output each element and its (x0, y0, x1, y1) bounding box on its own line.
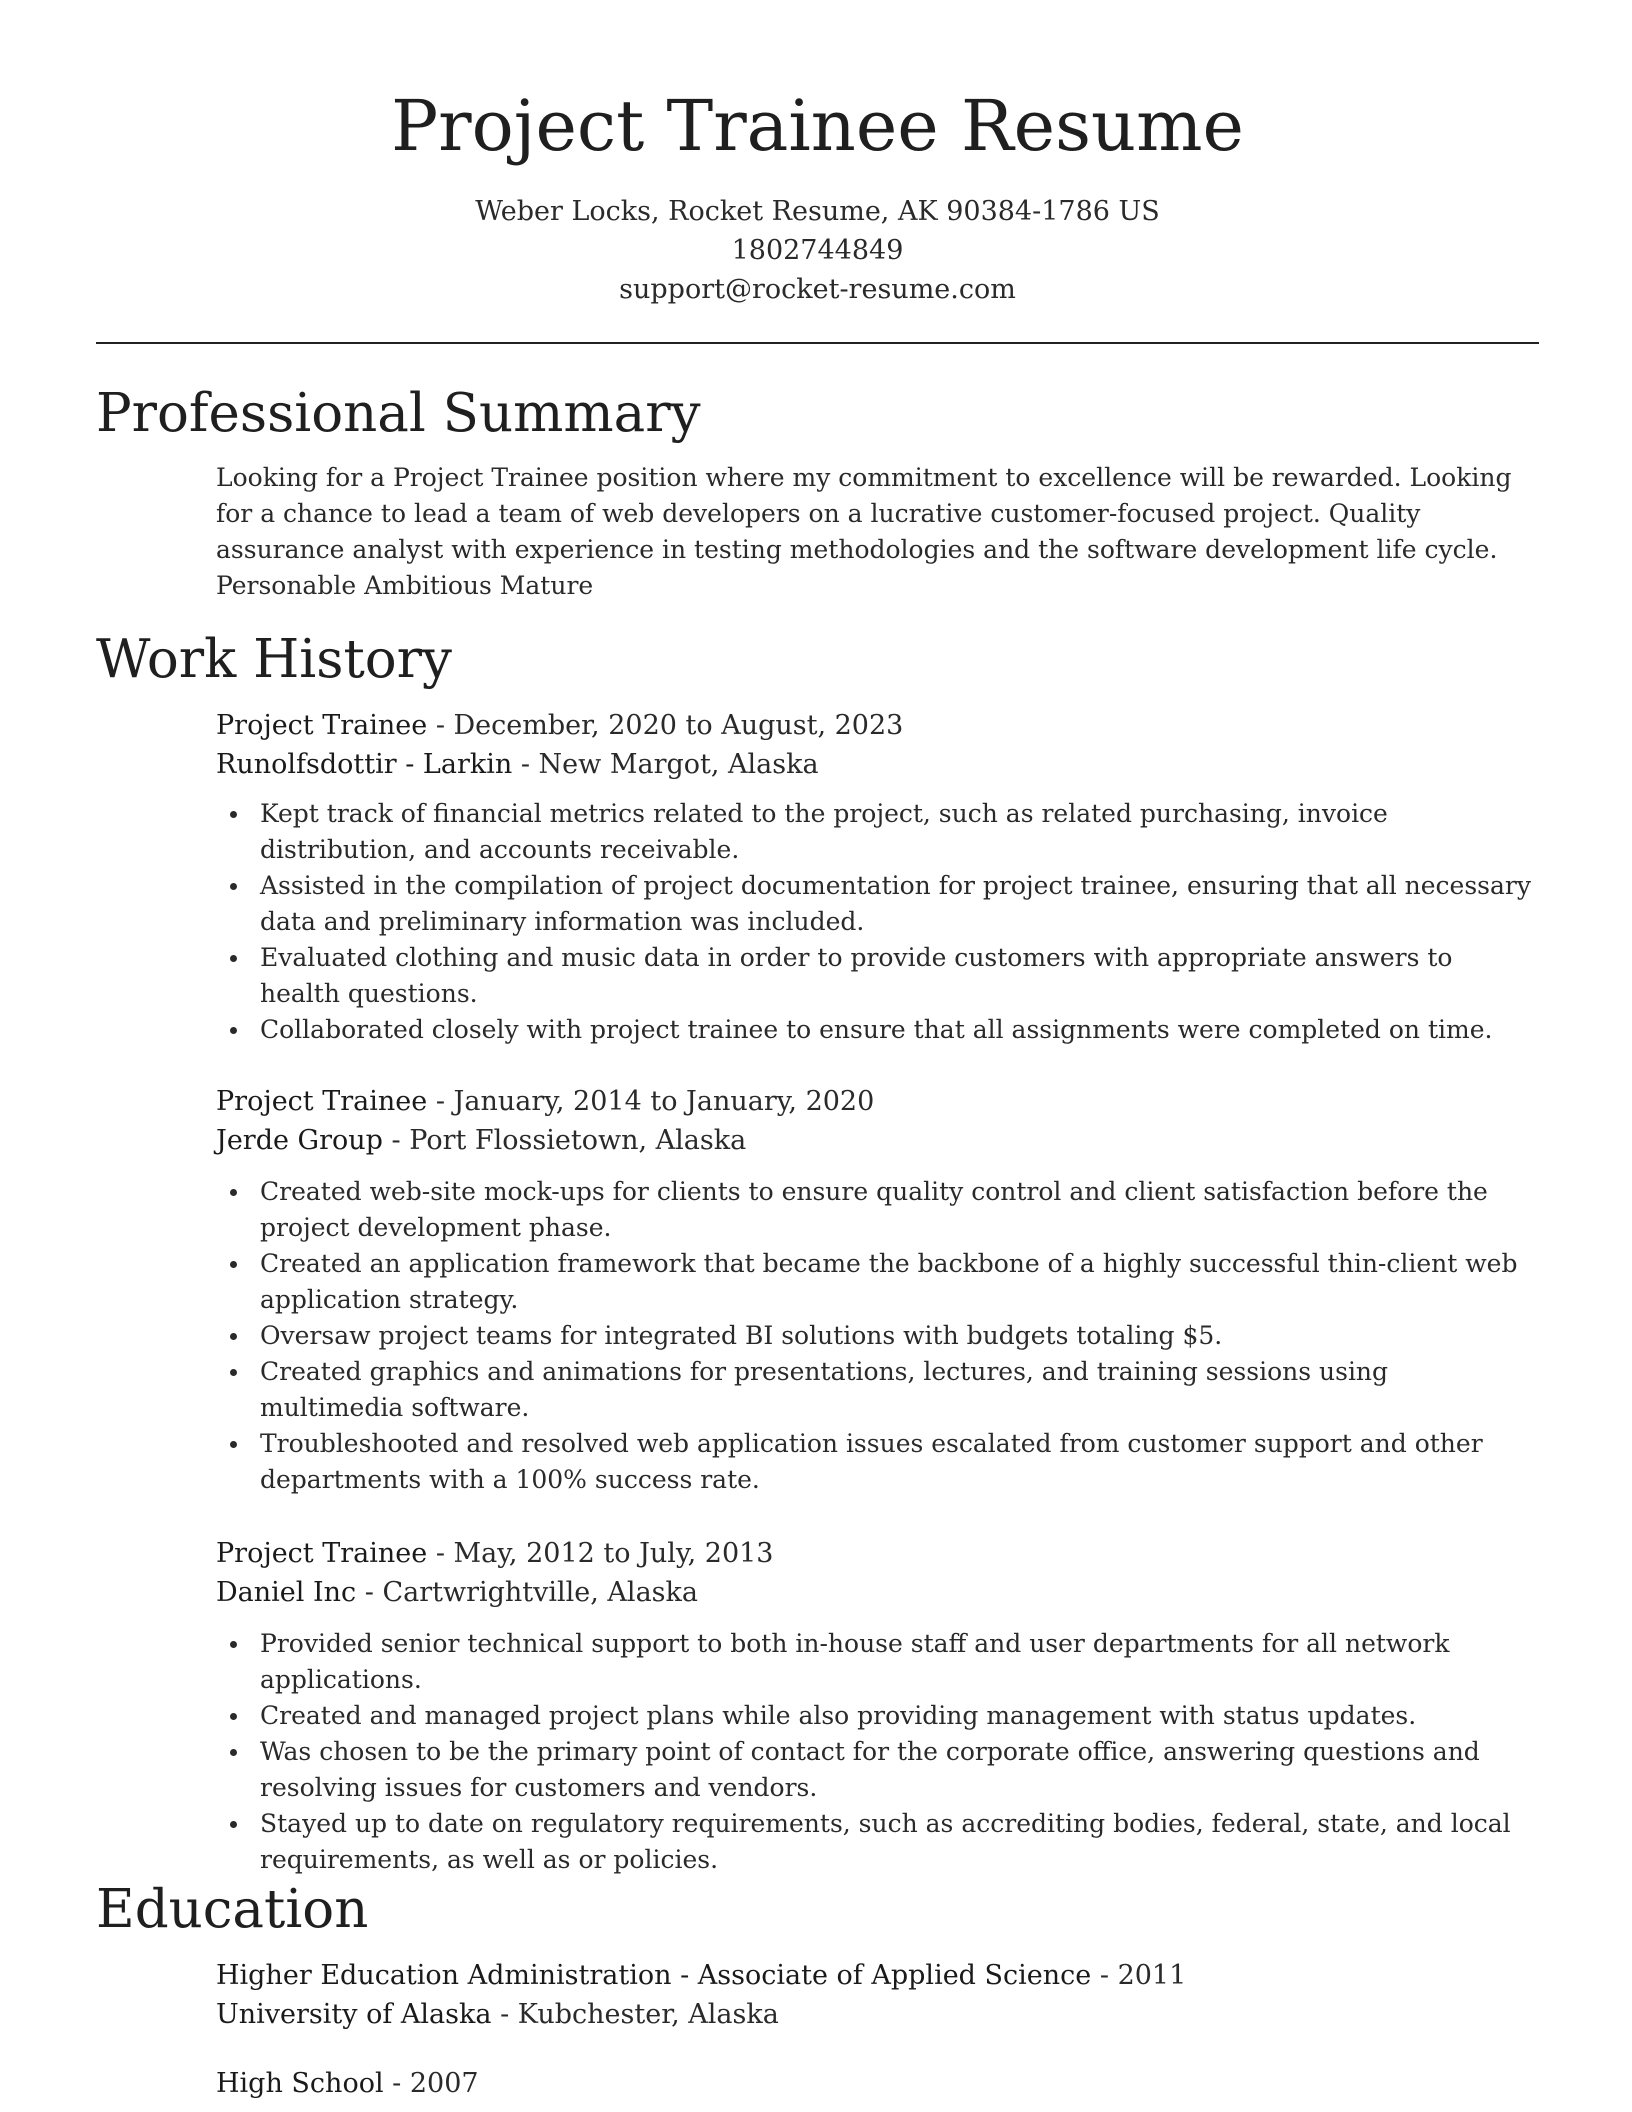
bullet-item: Created an application framework that became the backbone of a highly successful thin-client web application strategy. (260, 1246, 1539, 1318)
education-school-line (216, 1995, 1539, 2034)
contact-block (96, 192, 1539, 309)
education-degree: High School (216, 2068, 384, 2099)
job-title-line (216, 1082, 1539, 1121)
bullet-dot-icon (230, 811, 237, 818)
bullet-dot-icon (230, 1749, 237, 1756)
bullet-dot-icon (230, 1369, 237, 1376)
job-company-line (216, 745, 1539, 784)
work-history-heading: Work History (96, 629, 452, 690)
job-location: - Port Flossietown, Alaska (382, 1125, 747, 1156)
job-bullets (216, 796, 1539, 1048)
bullet-item: Created web-site mock-ups for clients to ensure quality control and client satisfaction before the project development phase. (260, 1174, 1539, 1246)
job-entry (216, 1082, 1539, 1498)
education-year: - 2007 (383, 2068, 479, 2099)
job-dates: - May, 2012 to July, 2013 (427, 1538, 774, 1569)
bullet-dot-icon (230, 1713, 237, 1720)
job-location: - New Margot, Alaska (512, 749, 819, 780)
job-company-line (216, 1573, 1539, 1612)
job-company: Runolfsdottir - Larkin (216, 749, 513, 780)
bullet-item: Provided senior technical support to both in-house staff and user departments for all network applications. (260, 1626, 1539, 1698)
education-entry (216, 1956, 1539, 2034)
education-year: - 2011 (1091, 1960, 1187, 1991)
education-location: - Kubchester, Alaska (491, 1999, 779, 2030)
bullet-dot-icon (230, 883, 237, 890)
job-dates: - January, 2014 to January, 2020 (427, 1086, 875, 1117)
bullet-item: Kept track of financial metrics related to the project, such as related purchasing, invoice distribution, and accounts receivable. (260, 796, 1539, 868)
bullet-item: Oversaw project teams for integrated BI solutions with budgets totaling $5. (260, 1318, 1539, 1354)
summary-heading: Professional Summary (96, 383, 701, 444)
bullet-item: Collaborated closely with project trainee to ensure that all assignments were completed on time. (260, 1012, 1539, 1048)
header-divider (96, 342, 1539, 344)
job-title-line (216, 706, 1539, 745)
bullet-dot-icon (230, 1441, 237, 1448)
bullet-dot-icon (230, 1333, 237, 1340)
education-degree-line (216, 2064, 1539, 2103)
resume-title: Project Trainee Resume (391, 85, 1244, 167)
bullet-dot-icon (230, 1641, 237, 1648)
bullet-dot-icon (230, 1189, 237, 1196)
bullet-dot-icon (230, 1027, 237, 1034)
summary-section (216, 460, 1539, 604)
job-bullets (216, 1626, 1539, 1878)
education-school: University of Alaska (216, 1999, 492, 2030)
bullet-item: Created graphics and animations for presentations, lectures, and training sessions using multimedia software. (260, 1354, 1539, 1426)
job-entry (216, 706, 1539, 1048)
bullet-item: Evaluated clothing and music data in order to provide customers with appropriate answers to health questions. (260, 940, 1539, 1012)
education-entry (216, 2064, 1539, 2103)
contact-email: support@rocket-resume.com (619, 274, 1016, 305)
education-degree: Higher Education Administration - Associate of Applied Science (216, 1960, 1092, 1991)
job-bullets (216, 1174, 1539, 1498)
job-entry (216, 1534, 1539, 1878)
job-location: - Cartwrightville, Alaska (356, 1577, 698, 1608)
job-dates: - December, 2020 to August, 2023 (427, 710, 904, 741)
bullet-item: Stayed up to date on regulatory requirements, such as accrediting bodies, federal, state, and local requirements, as well as or policies. (260, 1806, 1539, 1878)
job-title-line (216, 1534, 1539, 1573)
education-heading: Education (96, 1879, 369, 1940)
job-title: Project Trainee (216, 710, 428, 741)
bullet-item: Troubleshooted and resolved web application issues escalated from customer support and other departments with a 100% success rate. (260, 1426, 1539, 1498)
job-title: Project Trainee (216, 1538, 428, 1569)
job-company-line (216, 1121, 1539, 1160)
job-title: Project Trainee (216, 1086, 428, 1117)
bullet-dot-icon (230, 1821, 237, 1828)
bullet-item: Assisted in the compilation of project documentation for project trainee, ensuring that all necessary data and preliminary information was included. (260, 868, 1539, 940)
bullet-item: Created and managed project plans while also providing management with status updates. (260, 1698, 1539, 1734)
bullet-dot-icon (230, 955, 237, 962)
summary-text: Looking for a Project Trainee position where my commitment to excellence will be rewarded. Looking for a chance to lead a team of web developers on a lucrative customer-focused project. Quality assurance analyst with experience in testing methodologies and the software development life cycle. Personable Ambitious Mature (216, 463, 1512, 600)
job-company: Jerde Group (216, 1125, 383, 1156)
job-company: Daniel Inc (216, 1577, 357, 1608)
bullet-item: Was chosen to be the primary point of contact for the corporate office, answering questions and resolving issues for customers and vendors. (260, 1734, 1539, 1806)
contact-address: Weber Locks, Rocket Resume, AK 90384-1786 US (475, 196, 1160, 227)
education-degree-line (216, 1956, 1539, 1995)
bullet-dot-icon (230, 1261, 237, 1268)
contact-phone: 1802744849 (731, 235, 904, 266)
